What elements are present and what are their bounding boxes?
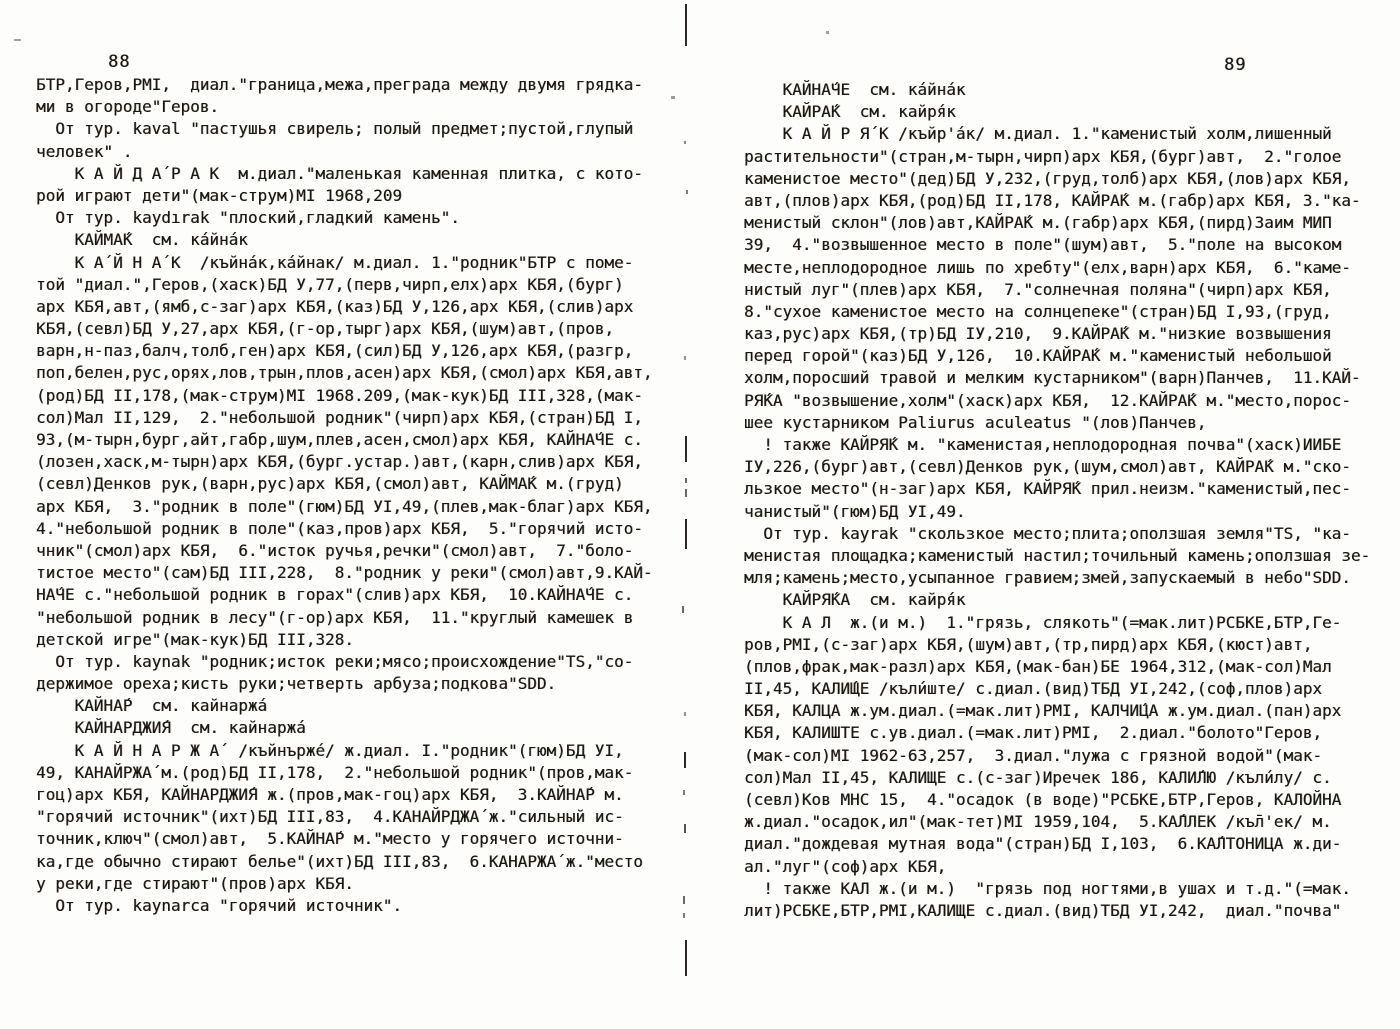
text-line: От тур. kaval "пастушья свирель; полый предмет;пустой,глупый — [36, 119, 634, 139]
text-line: мля;камень;место,усыпанное гравием;змей,запускаемый в небо"SDD. — [744, 568, 1351, 588]
text-line: (севл)Денков рук,(варн,рус)арх КБЯ,(смол)авт, КАЙМА́К м.(груд) — [36, 474, 624, 494]
text-line: чанистый"(гюм)БД УI,49. — [744, 501, 966, 521]
text-line: менистый склон"(лов)авт,КАЙРА́К м.(габр)арх КБЯ,(пирд)Заим МИП — [744, 213, 1332, 233]
text-line: К А Й Р Я́ К /къйр'а́к/ м.диал. 1."каменистый холм,лишенный — [744, 124, 1332, 144]
text-line: диал."дождевая мутная вода"(стран)БД I,103, 6.КА́ЛТОНИЦА ж.ди- — [744, 834, 1342, 854]
text-line: 8."сухое каменистое место на солнцепеке"(стран)БД I,93,(груд, — [744, 301, 1332, 321]
text-line: точник,ключ"(смол)авт, 5.КАЙНА́Р м."место у горячего источни- — [36, 829, 624, 849]
text-line: РЯ́КА "возвышение,холм"(хаск)арх КБЯ, 12.КАЙРА́К м."место,порос- — [744, 390, 1351, 410]
text-line: (плов,фрак,мак-разл)арх КБЯ,(мак-бан)БЕ 1964,312,(мак-сол)Мал — [744, 656, 1332, 676]
page-number-left: 88 — [108, 52, 131, 72]
text-line: КАЙМА́К см. ка́йна́к — [36, 230, 248, 250]
text-line: лит)РСБКЕ,БТР,РМI,КАЛИЩЕ с.диал.(вид)ТБД УI,242, диал."почва" — [744, 900, 1342, 920]
scan-speck — [14, 39, 21, 41]
text-line: II,45, КАЛИ́ЩЕ /къли́ште/ с.диал.(вид)ТБД УI,242,(соф,плов)арх — [744, 679, 1322, 699]
text-line: КАЙНА́Р см. кайнаржа́ — [36, 696, 268, 716]
text-line: 49, КАНАЙРЖА́ м.(род)БД II,178, 2."небольшой родник"(пров,мак- — [36, 762, 634, 782]
text-line: ж.диал."осадок,ил"(мак-тет)МI 1959,104, 5.КА́ЛЛЕК /къл̄'ек/ м. — [744, 812, 1332, 832]
text-line: 93,(м-тырн,бург,айт,габр,шум,плев,асен,смол)арх КБЯ, КАЙНА́ЧЕ с. — [36, 430, 643, 449]
text-line: человек" . — [36, 141, 133, 161]
fold-mark — [685, 4, 687, 46]
text-line: льзкое место"(н-заг)арх КБЯ, КАЙРЯ́К прил.неизм."каменистый,пес- — [744, 479, 1351, 499]
fold-mark — [683, 913, 685, 918]
text-line: ка,где обычно стирают белье"(ихт)БД III,83, 6.КАНАРЖА́ ж."место — [36, 851, 643, 871]
text-line: авт,(плов)арх КБЯ,(род)БД II,178, КАЙРА́К м.(габр)арх КБЯ, 3."ка- — [744, 190, 1361, 210]
text-line: К А Й Д А́ Р А К м.диал."маленькая каменная плитка, с кото- — [36, 163, 643, 183]
text-line: гоц)арх КБЯ, КАЙНАРДЖИ́Я ж.(пров,мак-гоц)арх КБЯ, 3.КАЙНА́Р м. — [36, 785, 624, 804]
text-line: ! также КАЙРЯ́К м. "каменистая,неплодородная почва"(хаск)ИИБЕ — [744, 435, 1342, 454]
fold-mark — [685, 519, 687, 549]
text-line: (севл)Ков МНС 15, 4."осадок (в воде)"РСБКЕ,БТР,Геров, КАЛОЙНА — [744, 790, 1342, 809]
text-line: каз,рус)арх КБЯ,(тр)БД IУ,210, 9.КАЙРА́К м."низкие возвышения — [744, 324, 1332, 344]
scan-speck — [826, 31, 829, 34]
fold-mark — [685, 478, 687, 483]
text-line: нистый луг"(плев)арх КБЯ, 7."солнечная поляна"(чирп)арх КБЯ, — [744, 279, 1332, 299]
text-line: "небольшой родник в лесу"(г-ор)арх КБЯ, 11."круглый камешек в — [36, 607, 634, 627]
text-line: От тур. kayrak "скользкое место;плита;оползшая земля"TS, "ка- — [744, 523, 1351, 543]
text-line: (род)БД II,178,(мак-струм)МI 1968.209,(мак-кук)БД III,328,(мак- — [36, 385, 643, 405]
text-line: (мак-сол)МI 1962-63,257, 3.диал."лужа с грязной водой"(мак- — [744, 745, 1322, 765]
text-line: КБЯ, КАЛИШТЕ с.ув.диал.(=мак.лит)РМI, 2.диал."болото"Геров, — [744, 723, 1322, 743]
text-line: месте,неплодородное лишь по хребту"(елх,варн)арх КБЯ, 6."каме- — [744, 257, 1351, 277]
text-line: КАЙНА́ЧЕ см. ка́йна́к — [744, 80, 966, 99]
fold-mark — [682, 606, 684, 613]
text-line: менистая площадка;каменистый настил;точильный камень;оползшая зе- — [744, 545, 1371, 565]
text-line: варн,н-паз,балч,толб,ген)арх КБЯ,(сил)БД У,126,арх КБЯ,(разгр, — [36, 341, 634, 361]
text-line: шее кустарником Paliurus aculeatus "(лов)Панчев, — [744, 412, 1207, 432]
page-89 — [700, 0, 1400, 1029]
text-line: БТР,Геров,РМI, диал."граница,межа,преграда между двумя грядка- — [36, 75, 643, 94]
text-line: арх КБЯ, 3."родник в поле"(гюм)БД УI,49,(плев,мак-благ)арх КБЯ, — [36, 496, 653, 516]
text-line: сол)Мал II,45, КАЛИЩЕ с.(с-заг)Иречек 186, КАЛИ́ЛЮ /къли́лу/ с. — [744, 767, 1332, 787]
text-line: ал."луг"(соф)арх КБЯ, — [744, 856, 947, 876]
text-line: сол)Мал II,129, 2."небольшой родник"(чирп)арх КБЯ,(стран)БД I, — [36, 407, 643, 427]
fold-mark — [671, 96, 675, 99]
fold-mark — [686, 190, 688, 194]
text-line: НА́ЧЕ с."небольшой родник в горах"(слив)арх КБЯ, 10.КАЙНА́ЧЕ с. — [36, 585, 634, 605]
text-line: От тур. kaynak "родник;исток реки;мясо;происхождение"TS,"со- — [36, 651, 634, 671]
text-line: у реки,где стирают"(пров)арх КБЯ. — [36, 873, 354, 893]
text-line: рой играют дети"(мак-струм)МI 1968,209 — [36, 185, 403, 205]
fold-mark — [684, 712, 686, 716]
text-line: чник"(смол)арх КБЯ, 6."исток ручья,речки"(смол)авт, 7."боло- — [36, 540, 634, 560]
fold-mark — [683, 790, 685, 795]
text-line: IУ,226,(бург)авт,(севл)Денков рук,(шум,смол)авт, КАЙРА́К м."ско- — [744, 457, 1351, 477]
fold-mark — [685, 940, 687, 976]
text-line: поп,белен,рус,орях,лов,трын,плов,асен)арх КБЯ,(смол)арх КБЯ,авт, — [36, 363, 653, 383]
text-line: держимое ореха;кисть руки;четверть арбуза;подкова"SDD. — [36, 674, 557, 694]
text-line: перед горой"(каз)БД У,126, 10.КАЙРА́К м."каменистый небольшой — [744, 346, 1332, 366]
text-line: той "диал.",Геров,(хаск)БД У,77,(перв,чирп,елх)арх КБЯ,(бург) — [36, 274, 624, 294]
text-line: детской игре"(мак-кук)БД III,328. — [36, 629, 354, 649]
text-line: ми в огороде"Геров. — [36, 97, 220, 117]
fold-mark — [684, 824, 686, 833]
text-line: От тур. kaynarca "горячий источник". — [36, 895, 403, 915]
fold-mark — [684, 356, 686, 360]
text-line: К А Л ж.(и м.) 1."грязь, слякоть"(=мак.лит)РСБКЕ,БТР,Ге- — [744, 612, 1342, 632]
fold-mark — [685, 489, 687, 497]
text-line: КБЯ,(севл)БД У,27,арх КБЯ,(г-ор,тырг)арх КБЯ,(шум)авт,(пров, — [36, 319, 614, 339]
fold-mark — [685, 436, 687, 462]
text-line: 4."небольшой родник в поле"(каз,пров)арх КБЯ, 5."горячий исто- — [36, 518, 643, 538]
text-line: холм,поросший травой и мелким кустарником"(варн)Панчев, 11.КАЙ- — [744, 368, 1361, 388]
fold-mark — [684, 752, 686, 768]
text-line: ров,РМI,(с-заг)арх КБЯ,(шум)авт,(тр,пирд)арх КБЯ,(кюст)авт, — [744, 634, 1313, 654]
text-line: КАЙРЯ́КА см. кайря́к — [744, 590, 966, 610]
dictionary-text-left — [36, 74, 653, 917]
fold-mark — [684, 141, 686, 144]
text-line: арх КБЯ,авт,(ямб,с-заг)арх КБЯ,(каз)БД У,126,арх КБЯ,(слив)арх — [36, 296, 634, 316]
text-line: каменистое место"(дед)БД У,232,(груд,толб)арх КБЯ,(лов)арх КБЯ, — [744, 168, 1351, 188]
text-line: К А́ Й Н А́ К /къйна́к,ка́йнак/ м.диал. 1."родник"БТР с поме- — [36, 252, 634, 272]
text-line: "горячий источник"(ихт)БД III,83, 4.КАНАЙРДЖА́ ж."сильный ис- — [36, 807, 624, 827]
text-line: тистое место"(сам)БД III,228, 8."родник у реки"(смол)авт,9.КАЙ- — [36, 563, 653, 583]
text-line: растительности"(стран,м-тырн,чирп)арх КБЯ,(бург)авт, 2."голое — [744, 146, 1342, 166]
text-line: 39, 4."возвышенное место в поле"(шум)авт, 5."поле на высоком — [744, 235, 1342, 255]
page-88 — [0, 0, 690, 1029]
text-line: От тур. kaydırak "плоский,гладкий камень". — [36, 208, 460, 228]
text-line: КАЙНАРДЖИ́Я см. кайнаржа́ — [36, 718, 306, 738]
text-line: К А Й Н А Р Ж А́ /къйнърже́/ ж.диал. I."родник"(гюм)БД УI, — [36, 740, 624, 760]
text-line: ! также КАЛ ж.(и м.) "грязь под ногтями,в ушах и т.д."(=мак. — [744, 878, 1351, 898]
page-number-right: 89 — [1224, 55, 1247, 75]
dictionary-text-right — [744, 79, 1370, 922]
text-line: КАЙРА́К см. кайря́к — [744, 102, 956, 122]
text-line: (лозен,хаск,м-тырн)арх КБЯ,(бург.устар.)авт,(карн,слив)арх КБЯ, — [36, 452, 643, 472]
text-line: КБЯ, КАЛЦА ж.ум.диал.(=мак.лит)РМI, КАЛЧИ́ЦА ж.ум.диал.(пан)арх — [744, 701, 1342, 721]
fold-mark — [683, 896, 685, 904]
